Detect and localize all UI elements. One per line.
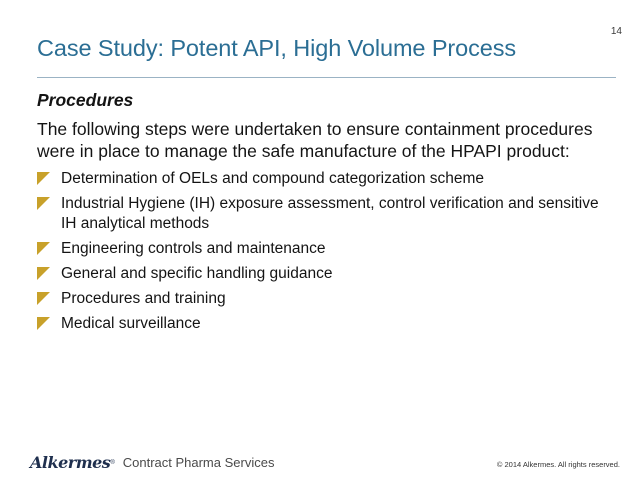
slide-title: Case Study: Potent API, High Volume Process bbox=[37, 35, 517, 61]
list-item-text: Industrial Hygiene (IH) exposure assessment, control verification and sensitive IH analytical methods bbox=[61, 195, 599, 232]
list-item-text: Determination of OELs and compound categorization scheme bbox=[61, 170, 485, 187]
list-item-text: Engineering controls and maintenance bbox=[61, 240, 326, 257]
list-item bbox=[37, 169, 612, 189]
logo-wordmark: Alkermes bbox=[30, 453, 111, 472]
alkermes-logo bbox=[30, 453, 274, 472]
list-item bbox=[37, 289, 612, 309]
triangle-bullet-icon bbox=[37, 242, 50, 255]
footer bbox=[0, 449, 638, 479]
triangle-bullet-icon bbox=[37, 197, 50, 210]
logo-subtext: Contract Pharma Services bbox=[122, 455, 275, 470]
slide-content bbox=[37, 88, 612, 339]
list-item bbox=[37, 194, 612, 234]
copyright-notice: © 2014 Alkermes. All rights reserved. bbox=[496, 460, 620, 469]
section-heading: Procedures bbox=[37, 90, 134, 110]
triangle-bullet-icon bbox=[37, 317, 50, 330]
intro-paragraph: The following steps were undertaken to ensure containment procedures were in place to manage the safe manufacture of the HPAPI product: bbox=[37, 119, 593, 161]
title-divider bbox=[37, 77, 616, 78]
steps-list bbox=[37, 169, 612, 334]
list-item bbox=[37, 314, 612, 334]
list-item-text: General and specific handling guidance bbox=[61, 265, 333, 282]
logo-trademark: ® bbox=[110, 459, 115, 466]
page-number: 14 bbox=[610, 26, 622, 37]
triangle-bullet-icon bbox=[37, 267, 50, 280]
triangle-bullet-icon bbox=[37, 172, 50, 185]
list-item-text: Procedures and training bbox=[61, 290, 226, 307]
list-item-text: Medical surveillance bbox=[61, 315, 201, 332]
list-item bbox=[37, 239, 612, 259]
triangle-bullet-icon bbox=[37, 292, 50, 305]
list-item bbox=[37, 264, 612, 284]
